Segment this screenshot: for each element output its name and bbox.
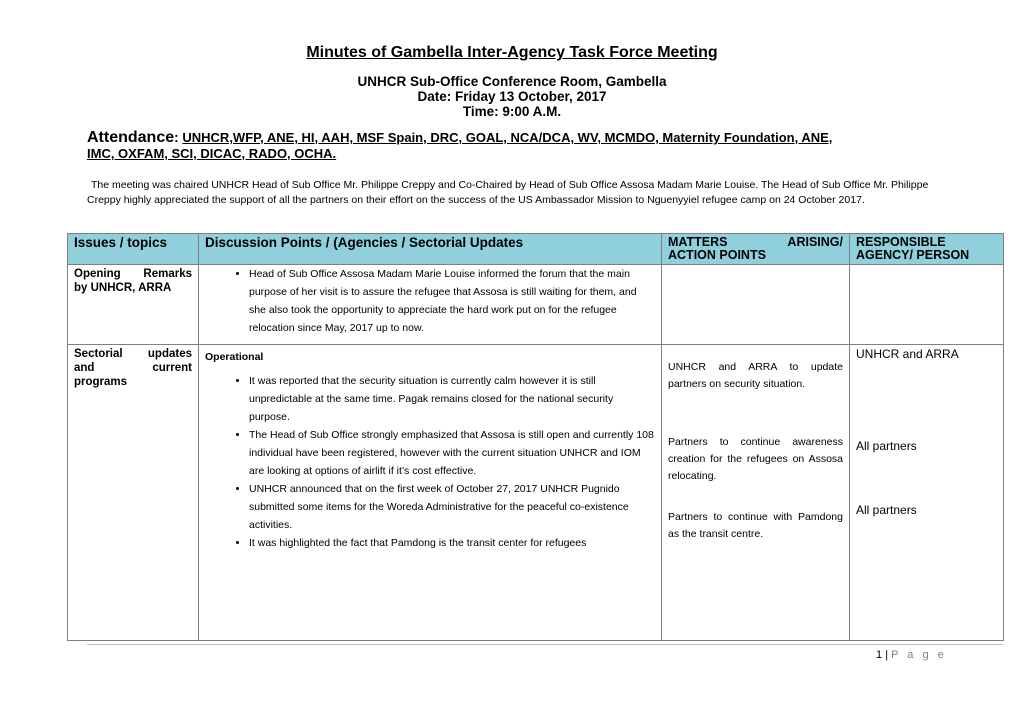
header-issues: Issues / topics	[68, 234, 199, 265]
responsible-party: UNHCR and ARRA	[856, 347, 959, 361]
table-header-row	[68, 234, 1004, 265]
header-discussion: Discussion Points / (Agencies / Sectorial Updates	[199, 234, 662, 265]
attendance-list-line1: UNHCR,WFP, ANE, HI, AAH, MSF Spain, DRC, GOAL, NCA/DCA, WV, MCMDO, Maternity Foundation, ANE,	[182, 130, 833, 145]
discussion-cell	[199, 265, 662, 345]
minutes-table	[67, 233, 1004, 641]
meeting-venue: UNHCR Sub-Office Conference Room, Gambella	[357, 74, 667, 89]
attendance-list-line2: IMC, OXFAM, SCI, DICAC, RADO, OCHA.	[87, 146, 337, 161]
attendance-label: Attendance	[87, 129, 175, 146]
action-point: UNHCR and ARRA to update partners on security situation.	[668, 361, 843, 390]
table-row	[68, 265, 1004, 345]
responsible-party: All partners	[856, 503, 917, 517]
topic-cell: Sectorial updates and current programs	[68, 345, 199, 641]
action-cell	[662, 345, 850, 641]
action-point: Partners to continue awareness creation for the refugees on Assosa relocating.	[668, 436, 843, 482]
list-item: • It was reported that the security situation is currently calm however it is still unpredictable at the same time. Pagak remains closed for the national security purpose.	[249, 372, 655, 426]
document-title: Minutes of Gambella Inter-Agency Task Force Meeting	[306, 44, 718, 61]
page-label: P a g e	[891, 649, 947, 661]
attendance: Attendance: UNHCR,WFP, ANE, HI, AAH, MSF Spain, DRC, GOAL, NCA/DCA, WV, MCMDO, Maternity Foundation, ANE, IMC, OXFAM, SCI, DICAC, RADO, OCHA.	[87, 129, 833, 161]
list-item: • It was highlighted the fact that Pamdong is the transit center for refugees	[249, 534, 655, 552]
discussion-cell	[199, 345, 662, 641]
header-matters: MATTERS ARISING/ ACTION POINTS	[662, 234, 850, 265]
action-cell	[662, 265, 850, 345]
meeting-time: Time: 9:00 A.M.	[462, 104, 562, 119]
list-item: • UNHCR announced that on the first week of October 27, 2017 UNHCR Pugnido submitted some items for the Woreda Administrative for the peaceful co-existence activities.	[249, 480, 655, 534]
page-number: 1	[876, 649, 883, 661]
footer-rule	[87, 644, 1003, 645]
header-responsible: RESPONSIBLE AGENCY/ PERSON	[850, 234, 1004, 265]
meeting-date: Date: Friday 13 October, 2017	[417, 89, 607, 104]
intro-paragraph: The meeting was chaired UNHCR Head of Sub Office Mr. Philippe Creppy and Co-Chaired by Head of Sub Office Assosa Madam Marie Louise. The Head of Sub Office Mr. Philippe Creppy highly appreciated the support of all the partners on their effort on the success of the US Ambassador Mission to Nguenyyiel refugee camp on 24 October 2017.	[87, 179, 929, 206]
responsible-party: All partners	[856, 439, 917, 453]
page-footer	[876, 649, 947, 661]
operational-subheading: Operational	[205, 351, 264, 363]
action-point: Partners to continue with Pamdong as the transit centre.	[668, 511, 843, 540]
responsible-cell	[850, 265, 1004, 345]
topic-cell: Opening Remarks by UNHCR, ARRA	[68, 265, 199, 345]
list-item: • The Head of Sub Office strongly emphasized that Assosa is still open and currently 108 individual have been registered, however with the current situation UNHCR and IOM are looking at options of airlift if it’s cost effective.	[249, 426, 655, 480]
list-item: • Head of Sub Office Assosa Madam Marie Louise informed the forum that the main purpose of her visit is to assure the refugee that Assosa is still waiting for them, and she also took the opportunity to appreciate the hard work put on for the refugee relocation since May, 2017 up to now.	[249, 265, 655, 337]
table-row	[68, 345, 1004, 641]
responsible-cell	[850, 345, 1004, 641]
page-separator: |	[885, 649, 889, 661]
